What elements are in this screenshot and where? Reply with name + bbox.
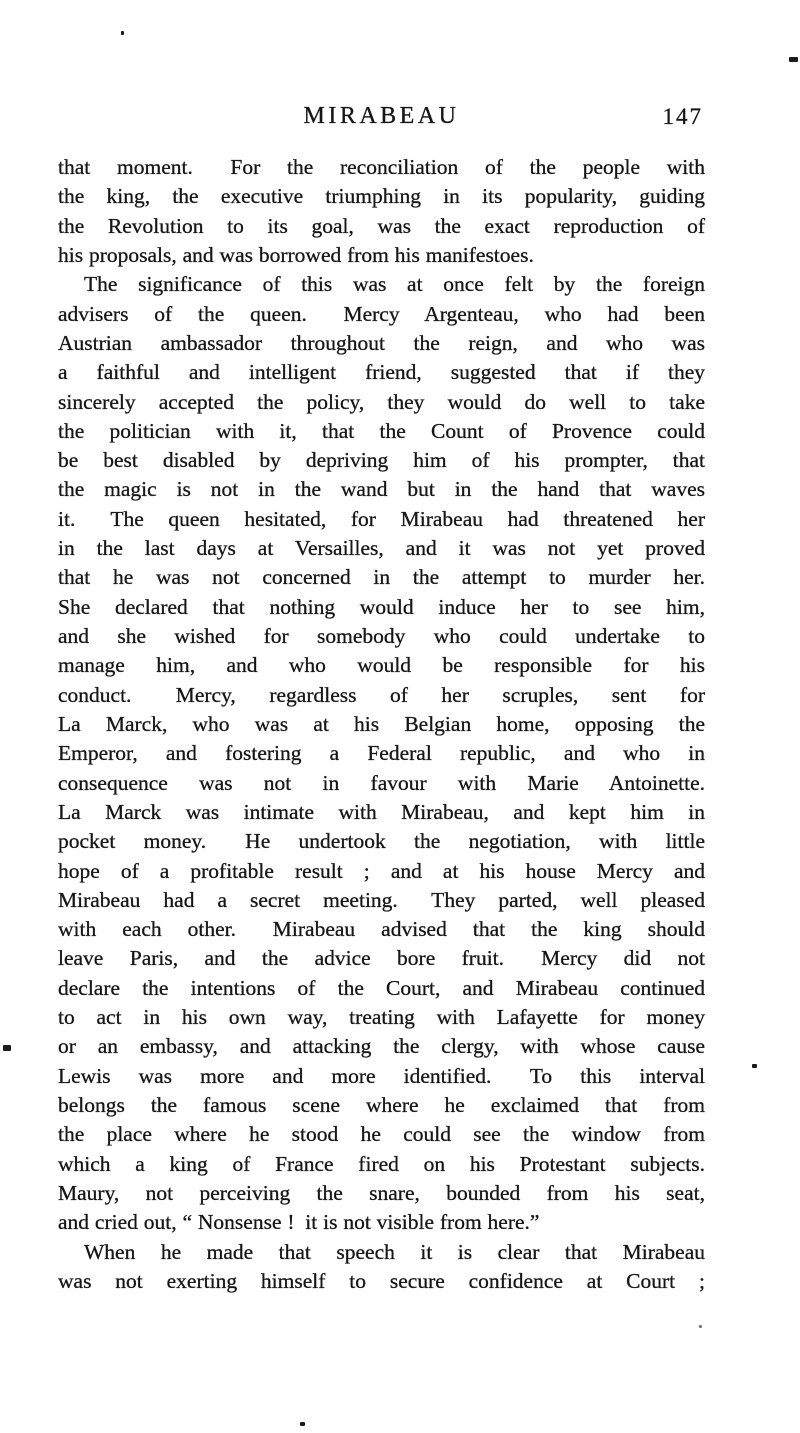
text-line: it. The queen hesitated, for Mirabeau had threatened her bbox=[58, 506, 705, 531]
page-body-text bbox=[58, 153, 705, 1296]
text-line: She declared that nothing would induce her to see him, bbox=[58, 594, 705, 619]
text-line: his proposals, and was borrowed from his manifestoes. bbox=[58, 242, 534, 267]
running-title: MIRABEAU bbox=[303, 103, 460, 129]
text-line: La Marck, who was at his Belgian home, opposing the bbox=[58, 711, 705, 736]
page-number: 147 bbox=[662, 104, 703, 129]
page-header bbox=[58, 103, 705, 133]
text-line: the place where he stood he could see the window from bbox=[58, 1122, 705, 1147]
text-line: Austrian ambassador throughout the reign, and who was bbox=[58, 330, 705, 355]
text-line: and cried out, “ Nonsense ! it is not visible from here.” bbox=[58, 1210, 540, 1235]
ink-speck bbox=[3, 1045, 11, 1051]
text-line: a faithful and intelligent friend, suggested that if they bbox=[58, 360, 705, 385]
text-line: consequence was not in favour with Marie Antoinette. bbox=[58, 770, 705, 795]
text-line: or an embassy, and attacking the clergy, with whose cause bbox=[58, 1034, 705, 1059]
text-line: When he made that speech it is clear that Mirabeau bbox=[84, 1239, 705, 1264]
ink-speck bbox=[752, 1064, 757, 1068]
text-line: pocket money. He undertook the negotiation, with little bbox=[58, 829, 705, 854]
text-line: the politician with it, that the Count of Provence could bbox=[58, 418, 705, 443]
text-line: Mirabeau had a secret meeting. They parted, well pleased bbox=[58, 887, 705, 912]
text-line: be best disabled by depriving him of his prompter, that bbox=[58, 448, 705, 473]
text-line: Maury, not perceiving the snare, bounded from his seat, bbox=[58, 1180, 705, 1205]
text-line: with each other. Mirabeau advised that the king should bbox=[58, 917, 705, 942]
text-line: and she wished for somebody who could undertake to bbox=[58, 624, 705, 648]
text-line: manage him, and who would be responsible for his bbox=[58, 653, 705, 678]
ink-speck bbox=[300, 1422, 305, 1426]
text-line: the magic is not in the wand but in the hand that waves bbox=[58, 477, 705, 502]
text-line: the Revolution to its goal, was the exact reproduction of bbox=[58, 213, 705, 238]
text-line: that he was not concerned in the attempt to murder her. bbox=[58, 565, 705, 590]
text-line: hope of a profitable result ; and at his house Mercy and bbox=[58, 858, 705, 883]
text-line: belongs the famous scene where he exclaimed that from bbox=[58, 1093, 705, 1117]
ink-speck bbox=[699, 1325, 702, 1328]
text-line: the king, the executive triumphing in its popularity, guiding bbox=[58, 184, 705, 209]
text-line: advisers of the queen. Mercy Argenteau, who had been bbox=[58, 301, 705, 326]
text-line: which a king of France fired on his Protestant subjects. bbox=[58, 1151, 705, 1176]
text-line: leave Paris, and the advice bore fruit. Mercy did not bbox=[58, 946, 705, 971]
text-line: Lewis was more and more identified. To this interval bbox=[58, 1063, 705, 1088]
text-line: sincerely accepted the policy, they would do well to take bbox=[58, 389, 705, 414]
text-line: Emperor, and fostering a Federal republic, and who in bbox=[58, 741, 705, 766]
text-line: was not exerting himself to secure confidence at Court ; bbox=[58, 1268, 705, 1293]
text-line: in the last days at Versailles, and it was not yet proved bbox=[58, 536, 705, 561]
ink-speck bbox=[789, 57, 798, 62]
text-line: to act in his own way, treating with Lafayette for money bbox=[58, 1005, 705, 1030]
text-line: declare the intentions of the Court, and Mirabeau continued bbox=[58, 975, 705, 1000]
text-line: La Marck was intimate with Mirabeau, and kept him in bbox=[58, 799, 705, 824]
ink-speck bbox=[121, 31, 124, 35]
text-line: that moment. For the reconciliation of the people with bbox=[58, 155, 705, 179]
text-line: The significance of this was at once felt by the foreign bbox=[84, 272, 705, 297]
text-line: conduct. Mercy, regardless of her scruples, sent for bbox=[58, 682, 705, 707]
